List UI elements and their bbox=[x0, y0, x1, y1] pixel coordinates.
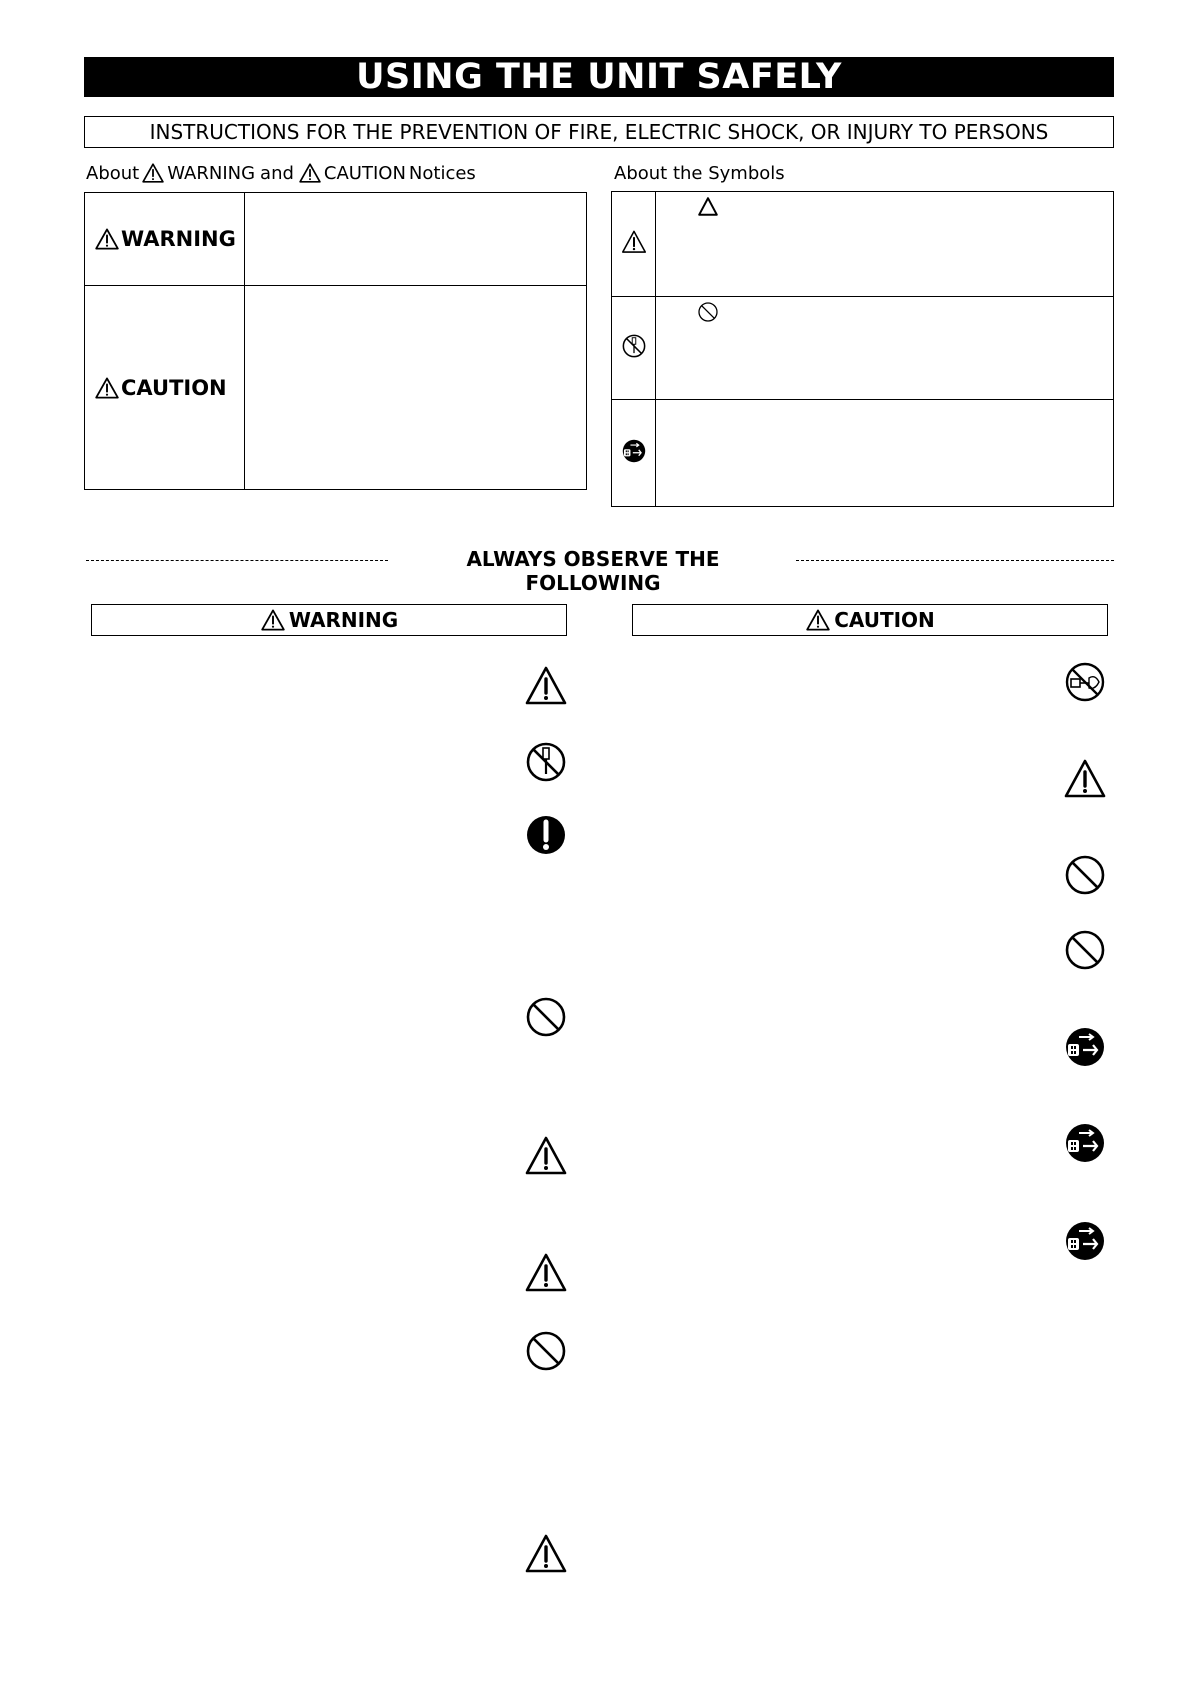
symbols-table bbox=[611, 191, 1114, 507]
notice-row-caution bbox=[85, 286, 587, 490]
caption-caution: CAUTION bbox=[323, 162, 406, 184]
prohibited-icon bbox=[524, 995, 568, 1039]
warning-triangle-icon bbox=[95, 227, 119, 251]
unplug-icon bbox=[621, 438, 647, 464]
warning-triangle-icon bbox=[621, 229, 647, 255]
warning-triangle-icon bbox=[142, 162, 164, 184]
mandatory-exclamation-icon bbox=[524, 813, 568, 857]
symbol-row-1 bbox=[612, 192, 1114, 297]
notice-table bbox=[84, 192, 587, 490]
warning-section-heading: WARNING bbox=[91, 604, 567, 636]
symbols-caption: About the Symbols bbox=[614, 163, 785, 184]
caption-about: About bbox=[86, 162, 140, 184]
warning-triangle-icon bbox=[1063, 757, 1107, 801]
notice-text-caution bbox=[245, 286, 587, 490]
warning-triangle-icon bbox=[524, 1134, 568, 1178]
no-wet-hands-plug-icon bbox=[1063, 660, 1107, 704]
notice-text-warning bbox=[245, 193, 587, 286]
unplug-icon bbox=[1063, 1219, 1107, 1263]
caption-and: and bbox=[260, 162, 294, 184]
page-title: USING THE UNIT SAFELY bbox=[84, 57, 1114, 97]
caption-notices: Notices bbox=[408, 162, 476, 184]
divider-left bbox=[86, 560, 388, 561]
warning-triangle-icon bbox=[524, 1251, 568, 1295]
warning-triangle-icon bbox=[95, 376, 119, 400]
warning-triangle-icon bbox=[299, 162, 321, 184]
do-not-disassemble-icon bbox=[621, 333, 647, 359]
caution-section-heading: CAUTION bbox=[632, 604, 1108, 636]
prohibited-small-icon bbox=[697, 301, 719, 323]
prohibited-icon bbox=[1063, 928, 1107, 972]
warning-triangle-icon bbox=[524, 664, 568, 708]
symbol-row-3 bbox=[612, 400, 1114, 507]
caption-warning: WARNING bbox=[167, 162, 256, 184]
unplug-icon bbox=[1063, 1121, 1107, 1165]
triangle-outline-icon bbox=[697, 196, 719, 218]
symbol-row-2 bbox=[612, 297, 1114, 400]
notice-label-warning: WARNING bbox=[85, 227, 244, 251]
warning-triangle-icon bbox=[805, 608, 831, 632]
page-subtitle: INSTRUCTIONS FOR THE PREVENTION OF FIRE, ELECTRIC SHOCK, OR INJURY TO PERSONS bbox=[84, 116, 1114, 148]
prohibited-icon bbox=[1063, 853, 1107, 897]
notice-row-warning bbox=[85, 193, 587, 286]
divider-right bbox=[796, 560, 1114, 561]
notices-caption bbox=[86, 162, 476, 184]
do-not-disassemble-icon bbox=[524, 740, 568, 784]
warning-triangle-icon bbox=[260, 608, 286, 632]
prohibited-icon bbox=[524, 1329, 568, 1373]
unplug-icon bbox=[1063, 1025, 1107, 1069]
observe-heading: ALWAYS OBSERVE THE FOLLOWING bbox=[466, 547, 720, 595]
notice-label-caution: CAUTION bbox=[85, 376, 244, 400]
warning-triangle-icon bbox=[524, 1532, 568, 1576]
